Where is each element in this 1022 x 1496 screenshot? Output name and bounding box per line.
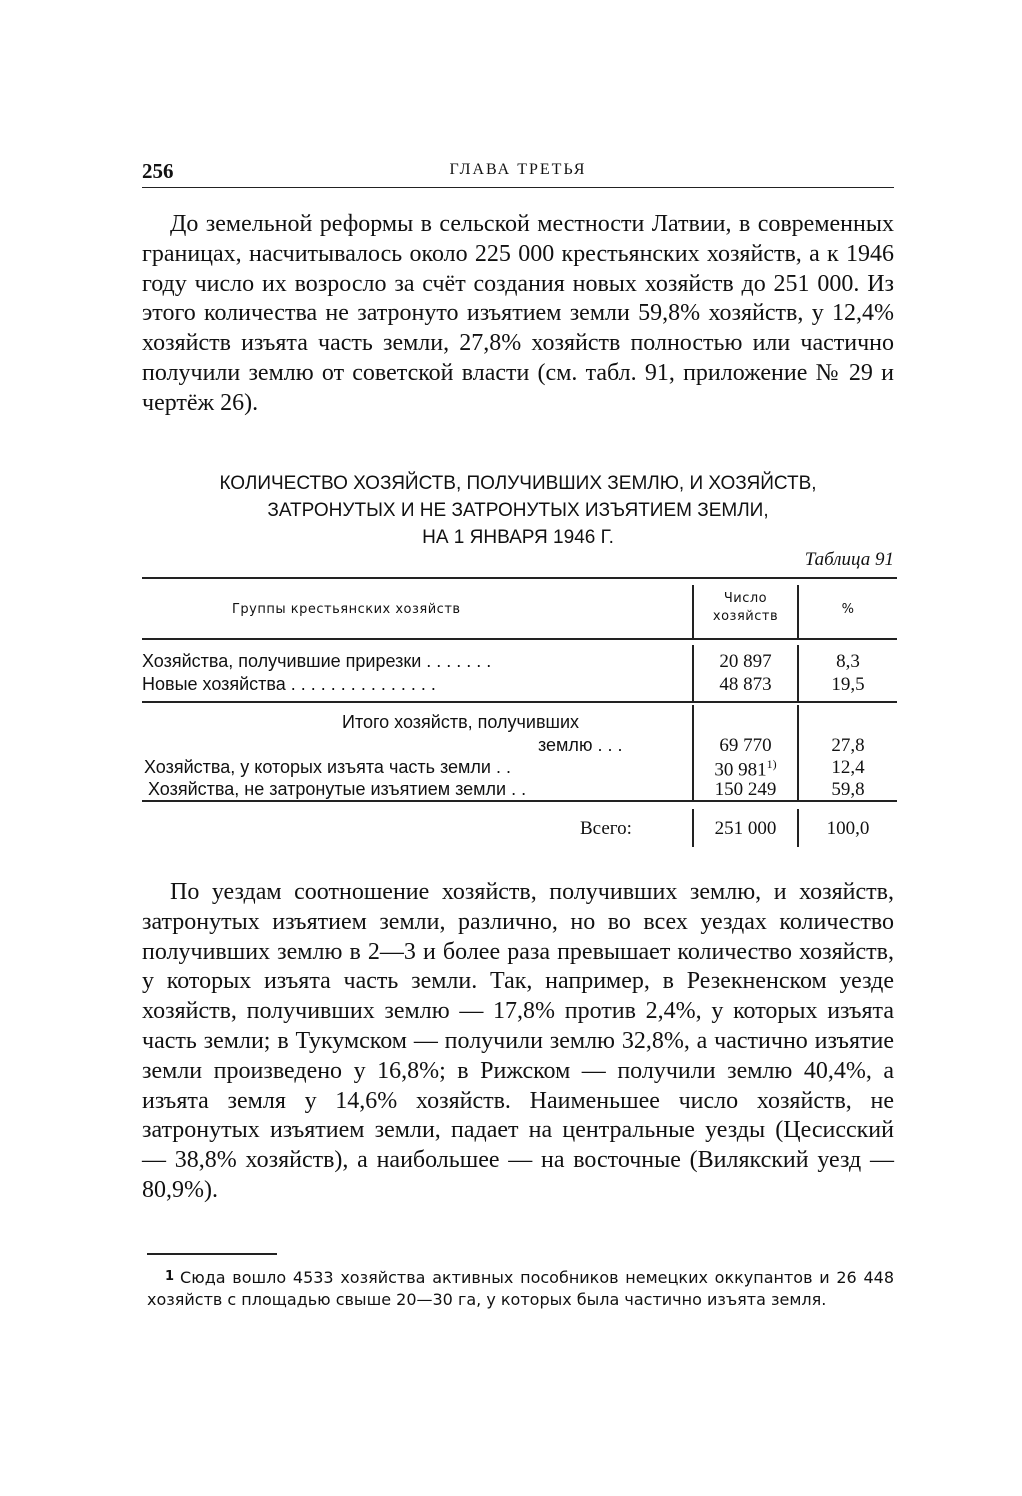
footnote-mark: 1 [165, 1269, 175, 1284]
table-title-line: ЗАТРОНУТЫХ И НЕ ЗАТРОНУТЫХ ИЗЪЯТИЕМ ЗЕМЛИ, [267, 500, 769, 521]
table-title [142, 470, 894, 551]
row-percent: 27,8 [831, 735, 865, 756]
header-percent: % [841, 602, 855, 617]
row-percent: 19,5 [831, 674, 865, 695]
table-top-rule [142, 577, 897, 579]
footnote [147, 1266, 894, 1311]
row-label: Хозяйства, у которых изъята часть земли . . [144, 757, 511, 777]
header-count-line1: Число [723, 591, 768, 606]
total-count: 251 000 [714, 818, 777, 839]
total-label: Всего: [580, 818, 632, 839]
footnote-separator [147, 1253, 277, 1255]
data-table [142, 577, 897, 847]
row-count-with-note [694, 757, 797, 781]
row-percent: 8,3 [836, 651, 860, 672]
row-percent: 12,4 [831, 757, 865, 778]
total-percent: 100,0 [826, 818, 870, 839]
chapter-title: ГЛАВА ТРЕТЬЯ [449, 161, 587, 178]
body-paragraph: По уездам соотношение хозяйств, получивших землю, и хозяйств, затронутых изъятием земли, различно, но во всех уездах количество получивших землю в 2—3 и более раза превышает количество хозяйств, у которых изъята часть земли. Так, например, в Резекненском уезде хозяйств, получивших землю — 17,8% против 2,4%, у которых изъята часть земли; в Тукумском — получили землю 32,8%, а частично изъятие земли произведено у 16,8%; в Рижском — получили землю 40,4%, а изъята земля у 14,6% хозяйств. Наименьшее число хозяйств, не затронутых изъятием земли, падает на центральные уезды (Цесисский — 38,8% хозяйств), а наибольшее — на восточные (Вилякский уезд — 80,9%). [142, 879, 894, 1203]
row-count: 30 981 [714, 759, 767, 781]
page-number: 256 [142, 159, 174, 183]
row-count: 48 873 [719, 674, 772, 695]
table-title-line: НА 1 ЯНВАРЯ 1946 Г. [422, 527, 614, 548]
row-count: 150 249 [714, 779, 777, 800]
row-count: 20 897 [719, 651, 772, 672]
table-title-line: КОЛИЧЕСТВО ХОЗЯЙСТВ, ПОЛУЧИВШИХ ЗЕМЛЮ, И ХОЗЯЙСТВ, [219, 473, 817, 494]
row-label: Итого хозяйств, получивших [342, 712, 579, 732]
row-label: Хозяйства, получившие прирезки . . . . . . . [142, 651, 492, 671]
row-label-continued: землю . . . [538, 735, 623, 755]
row-percent: 59,8 [831, 779, 865, 800]
row-label: Новые хозяйства . . . . . . . . . . . . . . . [142, 674, 436, 694]
header-count-line2: хозяйств [712, 609, 779, 624]
header-group: Группы крестьянских хозяйств [232, 602, 461, 617]
footnote-reference: 1) [766, 757, 777, 771]
table-subtotal-rule [142, 701, 897, 703]
row-count: 69 770 [719, 735, 772, 756]
row-label: Хозяйства, не затронутые изъятием земли . . [148, 779, 527, 799]
table-header-rule [142, 638, 897, 640]
table-number-label: Таблица 91 [804, 549, 894, 570]
footnote-text: Сюда вошло 4533 хозяйства активных пособников немецких оккупантов и 26 448 хозяйств с площадью свыше 20—30 га, у которых была частично изъята земля. [147, 1268, 894, 1309]
intro-paragraph: До земельной реформы в сельской местности Латвии, в современных границах, насчитывалось около 225 000 крестьянских хозяйств, а к 1946 году число их возросло за счёт создания новых хозяйств до 251 000. Из этого количества не затронуто изъятием земли 59,8% хозяйств, у 12,4% хозяйств изъята часть земли, 27,8% хозяйств полностью или частично получили землю от советской власти (см. табл. 91, приложение № 29 и чертёж 26). [142, 211, 894, 416]
running-head [142, 157, 894, 188]
